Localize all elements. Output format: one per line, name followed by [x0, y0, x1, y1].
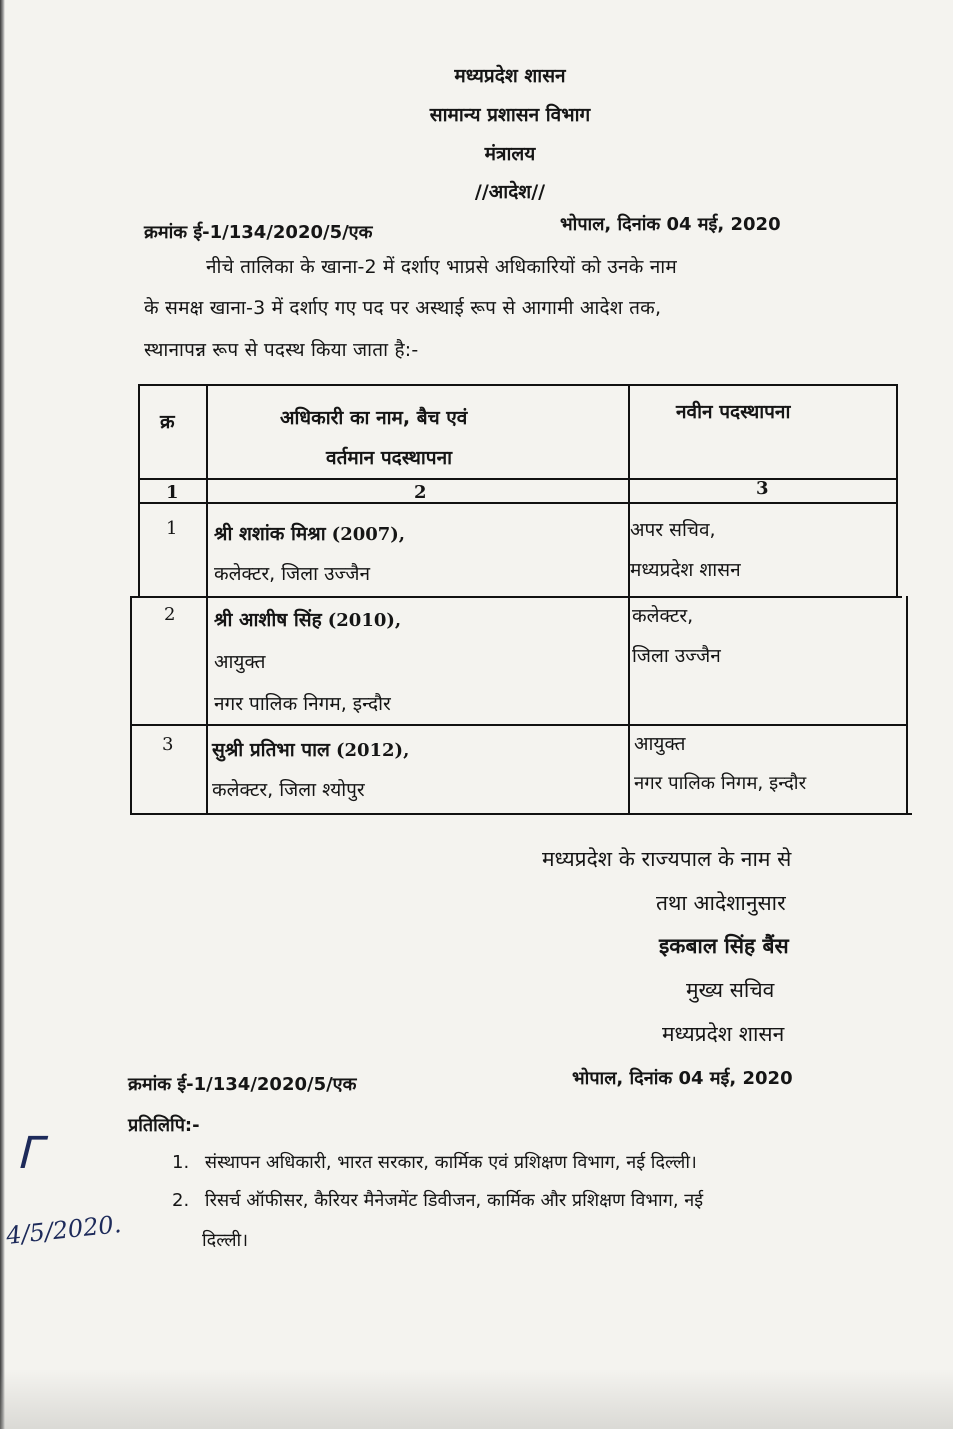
- bottom-shadow: [0, 1369, 953, 1429]
- table-rule-colnums: [138, 502, 896, 504]
- row3-current: कलेक्टर, जिला श्योपुर: [212, 779, 365, 801]
- row2-batch: (2010),: [327, 610, 402, 631]
- department-header: सामान्य प्रशासन विभाग: [429, 104, 591, 126]
- row2-name: श्री आशीष सिंह: [214, 609, 322, 631]
- row3-sno: 3: [162, 734, 174, 755]
- signatory-office: मध्यप्रदेश शासन: [662, 1022, 785, 1046]
- posting-table: [130, 384, 912, 815]
- copy-order-place-date: भोपाल, दिनांक 04 मई, 2020: [572, 1068, 793, 1089]
- row3-new-line2: नगर पालिक निगम, इन्दौर: [634, 773, 807, 794]
- colnum-1: 1: [166, 482, 179, 503]
- row3-new-line1: आयुक्त: [634, 733, 686, 755]
- signatory-designation: मुख्य सचिव: [686, 978, 775, 1002]
- handwritten-date: 4/5/2020.: [4, 1210, 123, 1250]
- copy-item-2: [172, 1188, 703, 1212]
- header-new-posting: नवीन पदस्थापना: [676, 401, 791, 423]
- copy-item-2-number: 2.: [172, 1190, 190, 1211]
- copy-item-1-number: 1.: [172, 1152, 190, 1173]
- ministry-header: मंत्रालय: [484, 143, 536, 165]
- order-title: //आदेश//: [474, 181, 546, 203]
- table-col-divider-1: [206, 384, 208, 815]
- row1-sno: 1: [166, 518, 178, 539]
- row1-name: श्री शशांक मिश्रा: [214, 523, 326, 545]
- row3-name: सुश्री प्रतिभा पाल: [212, 739, 330, 761]
- table-border-right-lower: [906, 596, 908, 815]
- table-rule-row1: [130, 596, 902, 598]
- row2-new-line1: कलेक्टर,: [632, 605, 694, 627]
- table-border-top: [138, 384, 896, 386]
- row3-officer: [212, 736, 409, 762]
- copy-item-2-text-cont: दिल्ली।: [202, 1230, 249, 1251]
- row1-batch: (2007),: [331, 524, 406, 545]
- row2-sno: 2: [164, 604, 176, 625]
- table-border-left-upper: [138, 384, 140, 596]
- table-border-left-lower: [130, 596, 132, 815]
- row2-officer: [214, 606, 401, 632]
- order-place-date: भोपाल, दिनांक 04 मई, 2020: [560, 214, 781, 235]
- row1-new-line1: अपर सचिव,: [630, 519, 716, 541]
- colnum-3: 3: [756, 478, 769, 499]
- header-officer-line1: अधिकारी का नाम, बैच एवं: [280, 407, 468, 429]
- row1-current: कलेक्टर, जिला उज्जैन: [214, 563, 371, 585]
- signature-authority-line: मध्यप्रदेश के राज्यपाल के नाम से: [542, 847, 792, 871]
- signatory-name: इकबाल सिंह बैंस: [659, 934, 789, 958]
- copy-item-1-text: संस्थापन अधिकारी, भारत सरकार, कार्मिक एवं प्रशिक्षण विभाग, नई दिल्ली।: [204, 1152, 697, 1173]
- handwritten-initials: ᒥ: [16, 1128, 41, 1179]
- row1-new-line2: मध्यप्रदेश शासन: [630, 559, 741, 581]
- copies-label: प्रतिलिपि:-: [128, 1115, 200, 1136]
- page-edge-shadow: [0, 0, 5, 1429]
- table-rule-header: [138, 478, 896, 480]
- intro-line-2: के समक्ष खाना-3 में दर्शाए गए पद पर अस्थाई रूप से आगामी आदेश तक,: [144, 297, 662, 319]
- govt-header: मध्यप्रदेश शासन: [454, 65, 566, 87]
- copy-item-2-text: रिसर्च ऑफीसर, कैरियर मैनेजमेंट डिवीजन, कार्मिक और प्रशिक्षण विभाग, नई: [204, 1190, 704, 1211]
- row2-current-line1: आयुक्त: [214, 651, 266, 673]
- table-border-bottom: [130, 813, 912, 815]
- order-number: क्रमांक ई-1/134/2020/5/एक: [144, 222, 373, 243]
- table-border-right-upper: [896, 384, 898, 596]
- colnum-2: 2: [414, 482, 427, 503]
- copy-item-1: [172, 1150, 697, 1174]
- copy-order-number: क्रमांक ई-1/134/2020/5/एक: [128, 1074, 357, 1095]
- intro-line-3: स्थानापन्न रूप से पदस्थ किया जाता है:-: [144, 339, 419, 361]
- header-officer-line2: वर्तमान पदस्थापना: [326, 447, 453, 469]
- signature-order-line: तथा आदेशानुसार: [656, 891, 786, 915]
- row3-batch: (2012),: [335, 740, 410, 761]
- row2-new-line2: जिला उज्जैन: [632, 645, 721, 667]
- table-col-divider-2: [628, 384, 630, 815]
- header-sno: क्र: [160, 411, 175, 433]
- row2-current-line2: नगर पालिक निगम, इन्दौर: [214, 693, 391, 715]
- table-rule-row2: [130, 724, 906, 726]
- row1-officer: [214, 520, 405, 546]
- intro-line-1: नीचे तालिका के खाना-2 में दर्शाए भाप्रसे अधिकारियों को उनके नाम: [206, 256, 677, 278]
